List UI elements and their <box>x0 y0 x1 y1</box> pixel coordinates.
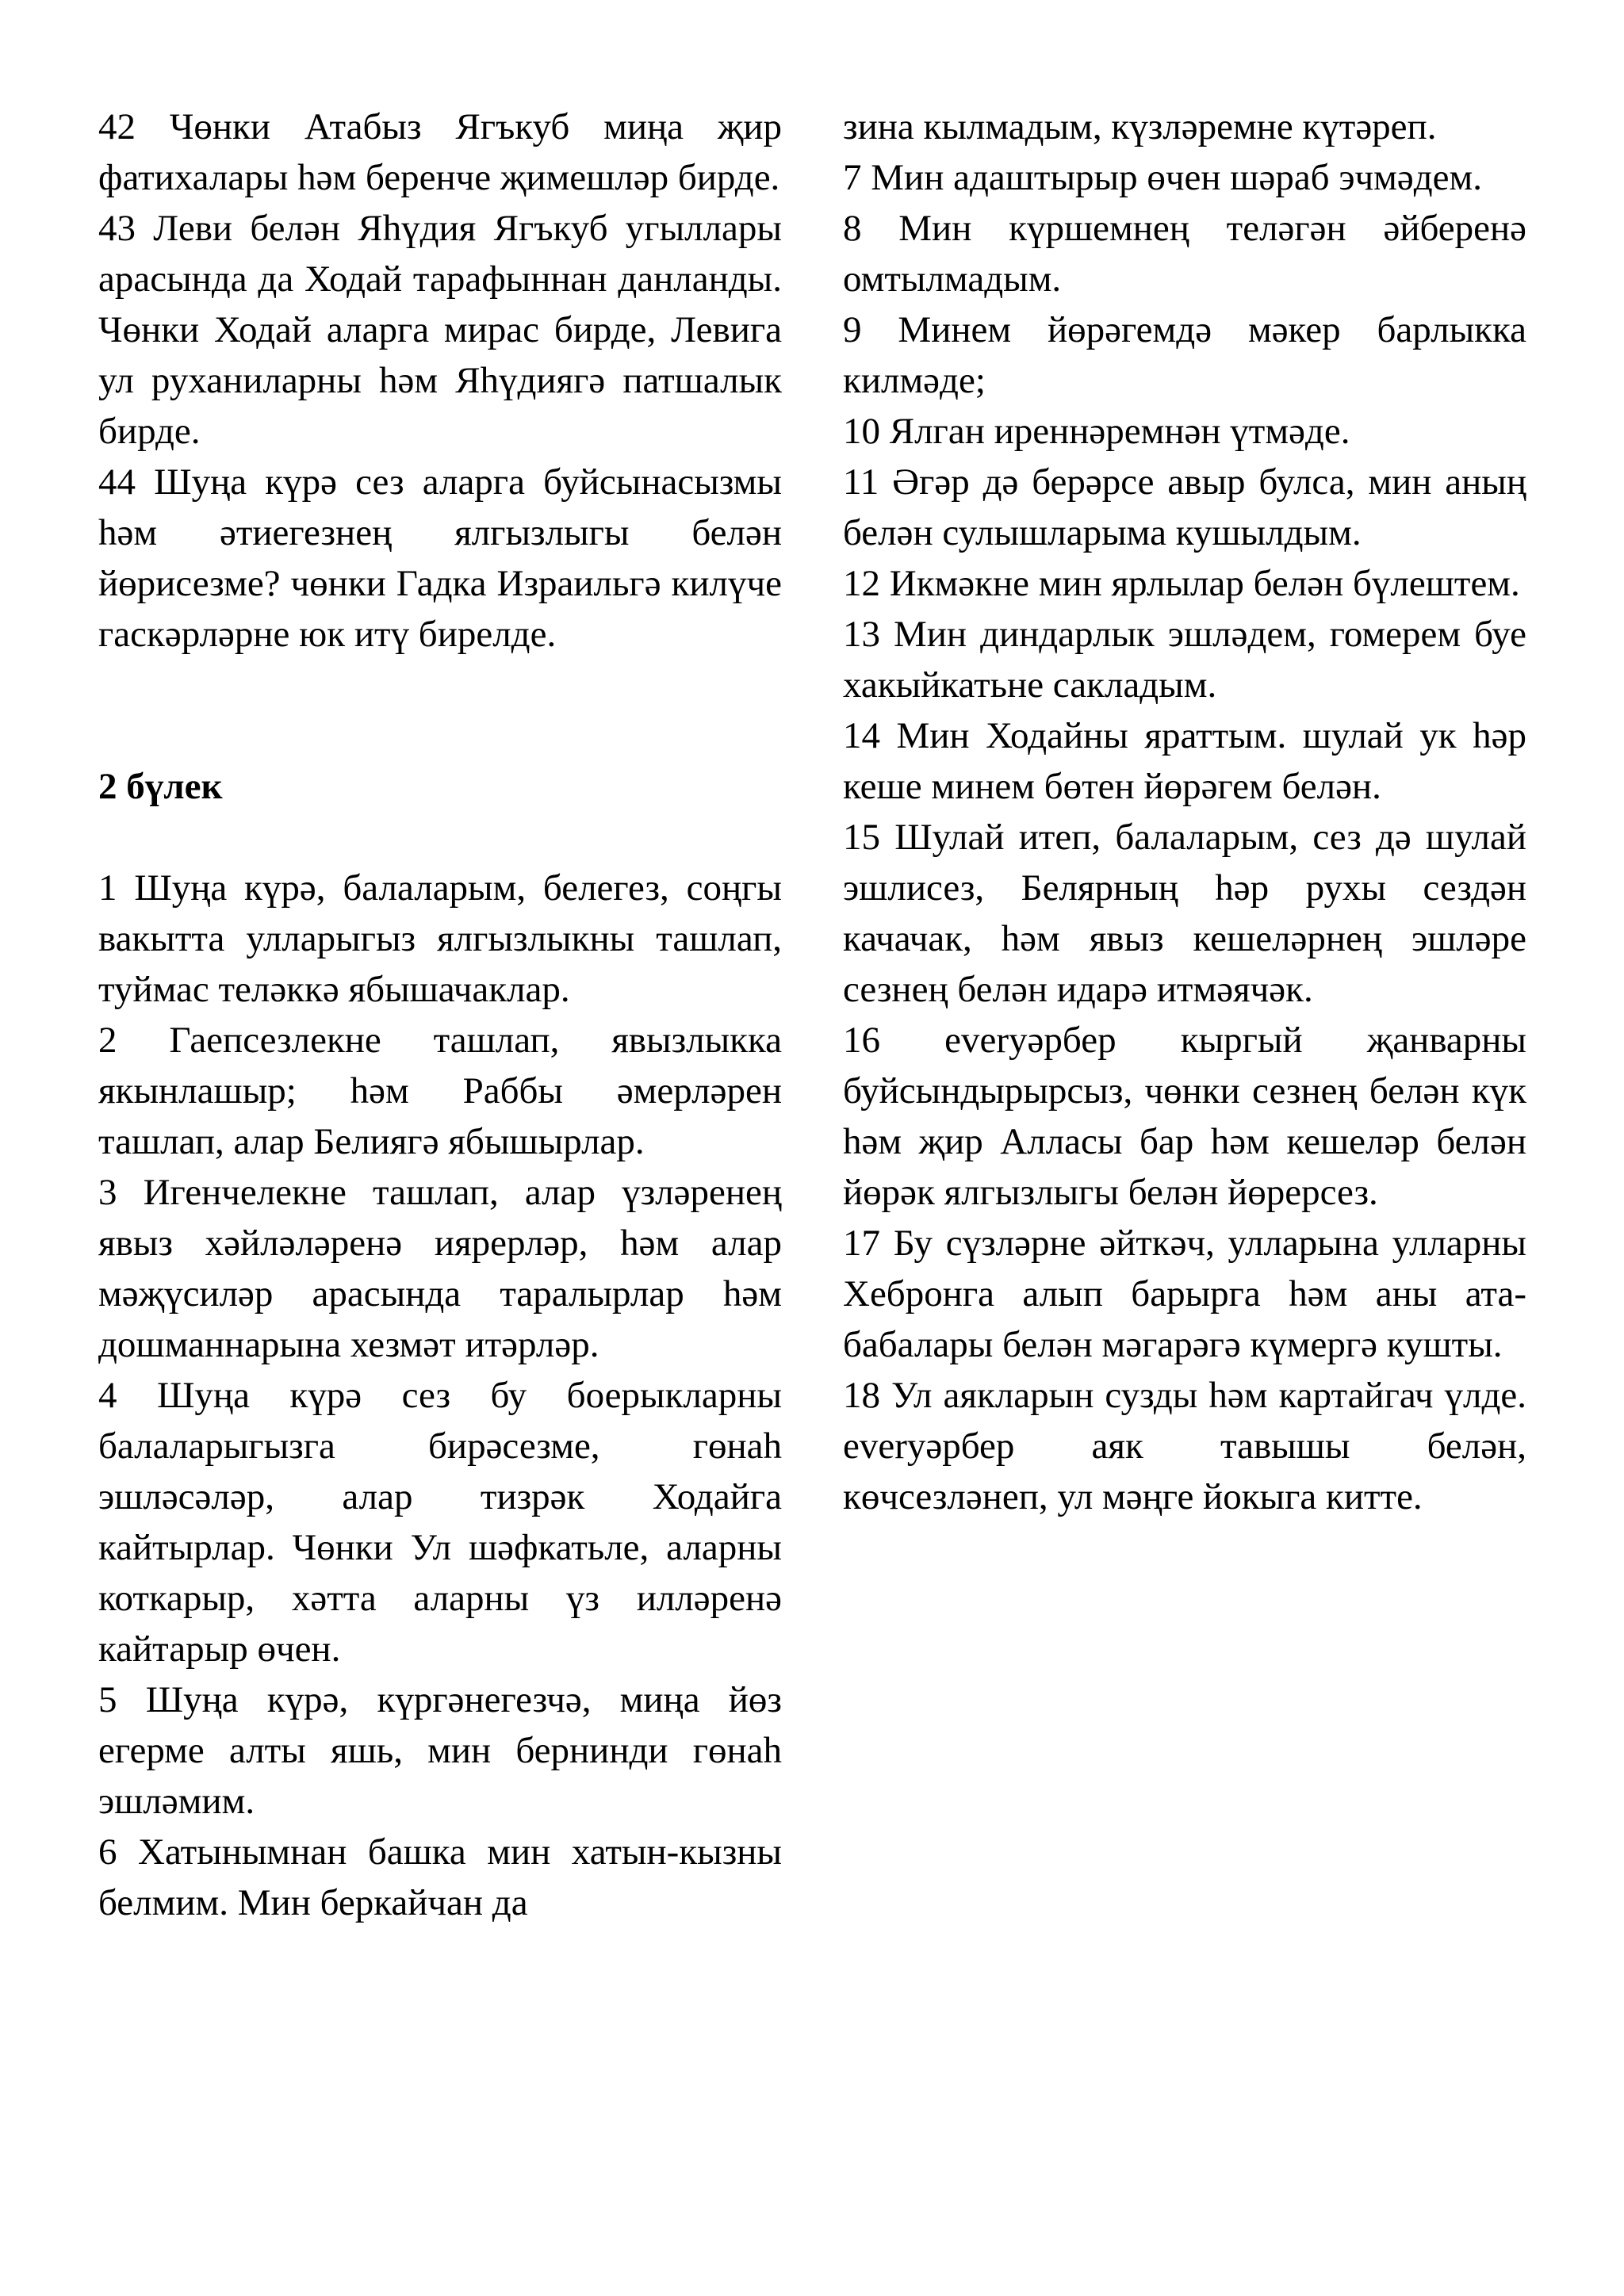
verse-paragraph: 14 Мин Ходайны яраттым. шулай ук һәр кеше минем бөтен йөрәгем белән. <box>843 715 1526 807</box>
right-column <box>843 101 1526 1522</box>
spacer <box>98 812 782 863</box>
verse-paragraph: 13 Мин диндарлык эшләдем, гомерем буе хакыйкатьне сакладым. <box>843 614 1526 706</box>
verse-paragraph: 11 Әгәр дә берәрсе авыр булса, мин аның белән сулышларыма кушылдым. <box>843 461 1526 553</box>
verse-paragraph: 8 Мин күршемнең теләгән әйберенә омтылмадым. <box>843 208 1526 300</box>
verse-paragraph: 7 Мин адаштырыр өчен шәраб эчмәдем. <box>843 157 1483 198</box>
verse-paragraph: 9 Минем йөрәгемдә мәкер барлыкка килмәде; <box>843 309 1526 401</box>
verse-paragraph: 10 Ялган иреннәремнән үтмәде. <box>843 411 1350 452</box>
verse-paragraph: 43 Леви белән Яһүдия Ягъкуб угыллары арасында да Ходай тарафыннан данланды. Чөнки Ходай аларга мирас бирде, Левига ул руханиларны һәм Яһүдиягә патшалык бирде. <box>98 208 782 452</box>
verse-paragraph: 5 Шуңа күрә, күргәнегезчә, миңа йөз егерме алты яшь, мин бернинди гөнаһ эшләмим. <box>98 1679 782 1822</box>
verse-paragraph: 6 Хатынымнан башка мин хатын-кызны белмим. Мин беркайчан да <box>98 1831 782 1923</box>
verse-paragraph: 18 Ул аякларын сузды һәм картайгач үлде. everyәрбер аяк тавышы белән, көчсезләнеп, ул мәңге йокыга китте. <box>843 1375 1526 1517</box>
verse-paragraph: 4 Шуңа күрә сез бу боерыкларны балаларыгызга бирәсезме, гөнаһ эшләсәләр, алар тизрәк Ходайга кайтырлар. Чөнки Ул шәфкатьле, аларны коткарыр, хәтта аларны үз илләренә кайтарыр өчен. <box>98 1375 782 1670</box>
verse-paragraph: 44 Шуңа күрә сез аларга буйсынасызмы һәм әтиегезнең ялгызлыгы белән йөрисезме? чөнки Гадка Израильгә килүче гаскәрләрне юк итү бирелде. <box>98 461 782 655</box>
verse-paragraph: 42 Чөнки Атабыз Ягъкуб миңа җир фатихалары һәм беренче җимешләр бирде. <box>98 106 782 198</box>
spacer <box>98 660 782 761</box>
verse-paragraph: 15 Шулай итеп, балаларым, сез дә шулай эшлисез, Белярның һәр рухы сездән качачак, һәм явыз кешеләрнең эшләре сезнең белән идарә итмәячәк. <box>843 817 1526 1010</box>
chapter-heading: 2 бүлек <box>98 766 223 807</box>
verse-paragraph: 12 Икмәкне мин ярлылар белән бүлештем. <box>843 563 1520 604</box>
verse-paragraph: 2 Гаепсезлекне ташлап, явызлыкка якынлашыр; һәм Раббы әмерләрен ташлап, алар Белиягә ябышырлар. <box>98 1020 782 1162</box>
verse-paragraph: 16 everyәрбер кыргый җанварны буйсындырырсыз, чөнки сезнең белән күк һәм җир Алласы бар һәм кешеләр белән йөрәк ялгызлыгы белән йөрерсез. <box>843 1020 1526 1213</box>
left-column <box>98 101 782 1928</box>
verse-paragraph: 17 Бу сүзләрне әйткәч, улларына улларны Хебронга алып барырга һәм аны ата-бабалары белән мәгарәгә күмергә кушты. <box>843 1223 1526 1365</box>
verse-paragraph: 3 Игенчелекне ташлап, алар үзләренең явыз хәйләләренә иярерләр, һәм алар мәҗүсиләр арасында таралырлар һәм дошманнарына хезмәт итәрләр. <box>98 1172 782 1365</box>
verse-paragraph: зина кылмадым, күзләремне күтәреп. <box>843 106 1437 147</box>
verse-paragraph: 1 Шуңа күрә, балаларым, белегез, соңгы вакытта улларыгыз ялгызлыкны ташлап, туймас теләккә ябышачаклар. <box>98 867 782 1010</box>
